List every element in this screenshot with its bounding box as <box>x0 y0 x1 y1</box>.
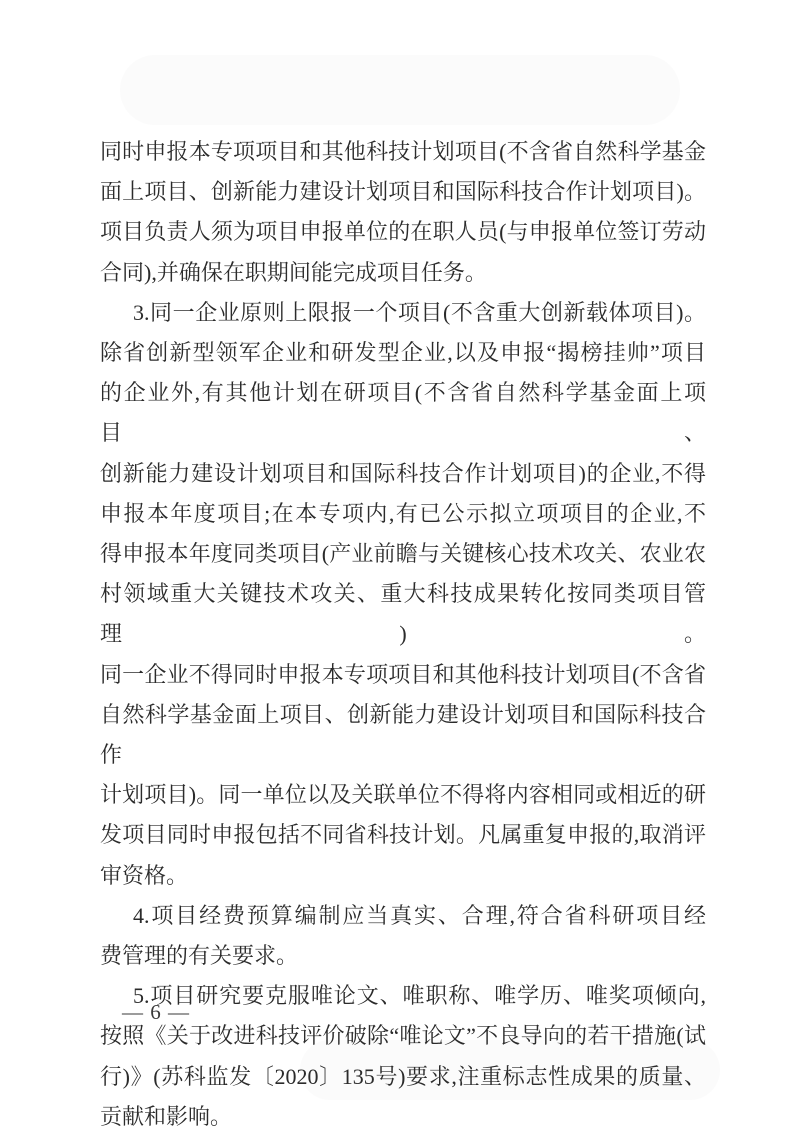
scan-artifact <box>120 55 680 125</box>
page-number: — 6 — <box>122 1000 190 1024</box>
text-line: 同一企业不得同时申报本专项项目和其他科技计划项目(不含省 <box>100 661 706 687</box>
text-line: 创新能力建设计划项目和国际科技合作计划项目)的企业,不得 <box>100 460 706 486</box>
text-line: 审资格。 <box>100 862 189 888</box>
text-line: 的企业外,有其他计划在研项目(不含省自然科学基金面上项目、 <box>100 380 706 446</box>
text-line: 贡献和影响。 <box>100 1103 233 1129</box>
text-line-item-3: 3.同一企业原则上限报一个项目(不含重大创新载体项目)。 <box>133 299 706 325</box>
text-line: 计划项目)。同一单位以及关联单位不得将内容相同或相近的研 <box>100 782 706 808</box>
text-line: 费管理的有关要求。 <box>100 943 299 969</box>
text-line: 项目负责人须为项目申报单位的在职人员(与申报单位签订劳动 <box>100 219 706 245</box>
text-line: 面上项目、创新能力建设计划项目和国际科技合作计划项目)。 <box>100 179 706 205</box>
text-line: 同时申报本专项项目和其他科技计划项目(不含省自然科学基金 <box>100 139 706 164</box>
text-line: 发项目同时申报包括不同省科技计划。凡属重复申报的,取消评 <box>100 822 706 848</box>
text-line: 村领域重大关键技术攻关、重大科技成果转化按同类项目管理)。 <box>100 581 706 647</box>
text-line: 行)》(苏科监发〔2020〕135号)要求,注重标志性成果的质量、 <box>100 1063 706 1089</box>
text-line: 除省创新型领军企业和研发型企业,以及申报“揭榜挂帅”项目 <box>100 340 706 366</box>
text-line-item-5: 5.项目研究要克服唯论文、唯职称、唯学历、唯奖项倾向, <box>133 983 706 1009</box>
text-line-item-4: 4.项目经费预算编制应当真实、合理,符合省科研项目经 <box>133 902 706 928</box>
document-body <box>100 132 706 1137</box>
text-line: 自然科学基金面上项目、创新能力建设计划项目和国际科技合作 <box>100 701 706 768</box>
text-line: 合同),并确保在职期间能完成项目任务。 <box>100 259 487 285</box>
text-line: 得申报本年度同类项目(产业前瞻与关键核心技术攻关、农业农 <box>100 541 706 567</box>
text-line: 申报本年度项目;在本专项内,有已公示拟立项项目的企业,不 <box>100 500 706 526</box>
text-line: 按照《关于改进科技评价破除“唯论文”不良导向的若干措施(试 <box>100 1023 706 1049</box>
